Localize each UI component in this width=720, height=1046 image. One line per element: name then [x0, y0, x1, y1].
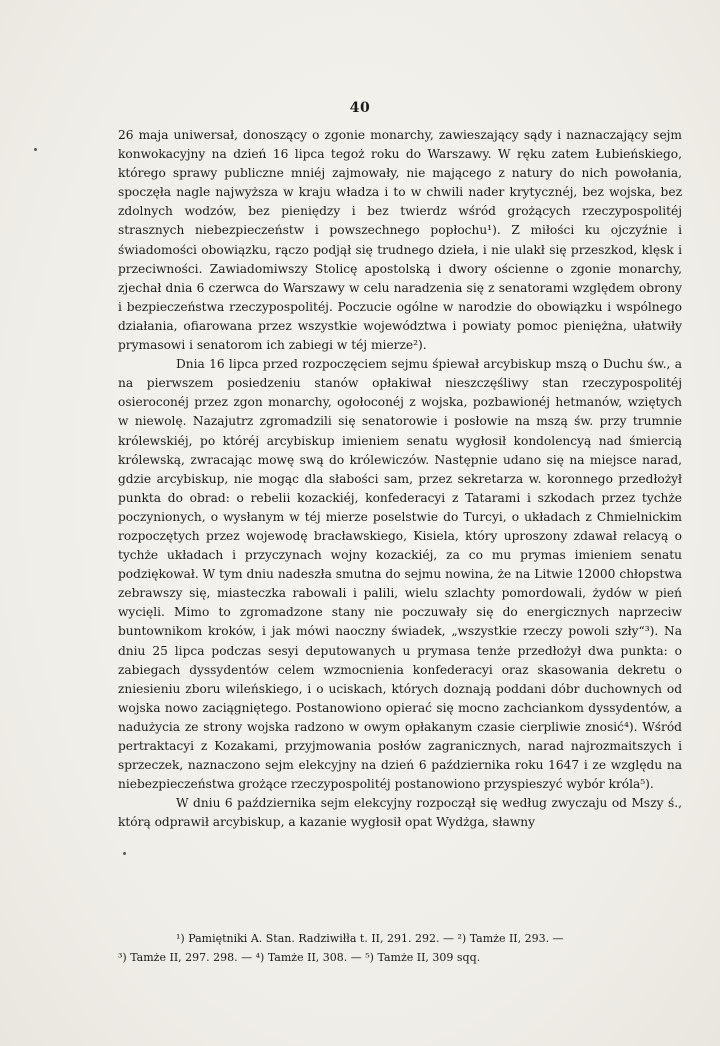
page-number: 40: [349, 100, 371, 116]
print-speck: [123, 852, 126, 855]
body-text: [118, 126, 682, 832]
footnote-line: ¹) Pamiętniki A. Stan. Radziwiłła t. II, 291. 292. — ²) Tamże II, 293. —: [176, 932, 564, 945]
print-speck: [34, 148, 37, 151]
paragraph: Dnia 16 lipca przed rozpoczęciem sejmu śpiewał arcybiskup mszą o Duchu św., a na pierwszem posiedzeniu stanów opłakiwał nieszczęśliwy stan rzeczypospolitéj osieroconéj przez zgon monarchy, ogołoconéj z wojska, pozbawionéj hetmanów, wziętych w niewolę. Nazajutrz zgromadzili się senatorowie i posłowie na mszą św. przy trumnie królewskiéj, po któréj arcybiskup imieniem senatu wygłosił kondolencyą nad śmiercią królewską, zwracając mowę swą do królewiczów. Następnie udano się na miejsce narad, gdzie arcybiskup, nie mogąc dla słabości sam, przez sekretarza w. koronnego przedłożył punkta do obrad: o rebelii kozackiéj, konfederacyi z Tatarami i szkodach przez tychże poczynionych, o wysłanym w téj mierze poselstwie do Turcyi, o układach z Chmielnickim rozpoczętych przez wojewodę bracławskiego, Kisiela, który uproszony zdawał relacyą o tychże układach i przyczynach wojny kozackiéj, za co mu prymas imieniem senatu podziękował. W tym dniu nadeszła smutna do sejmu nowina, że na Litwie 12000 chłopstwa zebrawszy się, miasteczka rabowali i palili, wielu szlachty pomordowali, żydów w pień wycięli. Mimo to zgromadzone stany nie poczuwały się do energicznych naprzeciw buntownikom kroków, i jak mówi naoczny świadek, „wszystkie rzeczy powoli szły“³). Na dniu 25 lipca podczas sesyi deputowanych u prymasa tenże przedłożył dwa punkta: o zabiegach dyssydentów celem wzmocnienia konfederacyi oraz skasowania dekretu o zniesieniu zboru wileńskiego, i o uciskach, których doznają poddani dóbr duchownych od wojska nowo zaciągniętego. Postanowiono opierać się mocno zachciankom dyssydentów, a nadużycia ze strony wojska radzono w owym opłakanym czasie cierpliwie znosić⁴). Wśród pertraktacyi z Kozakami, przyjmowania posłów zagranicznych, narad najrozmaitszych i sprzeczek, naznaczono sejm elekcyjny na dzień 6 października roku 1647 i ze względu na niebezpieczeństwa grożące rzeczypospolitéj postanowiono przyspieszyć wybór króla⁵).: [118, 357, 682, 792]
footnote-line: ³) Tamże II, 297. 298. — ⁴) Tamże II, 308. — ⁵) Tamże II, 309 sqq.: [118, 951, 481, 964]
paragraph: W dniu 6 października sejm elekcyjny rozpoczął się według zwyczaju od Mszy ś., którą odprawił arcybiskup, a kazanie wygłosił opat Wydżga, sławny: [118, 796, 682, 830]
paragraph: 26 maja uniwersał, donoszący o zgonie monarchy, zawieszający sądy i naznaczający sejm konwokacyjny na dzień 16 lipca tegoż roku do Warszawy. W ręku zatem Łubieńskiego, którego sprawy publiczne mniéj zajmowały, nie mającego z natury do nich powołania, spoczęła nagle najwyższa w kraju władza i to w chwili nader krytycznéj, bez wojska, bez zdolnych wodzów, bez pieniędzy i bez twierdz wśród grożących rzeczypospolitéj strasznych niebezpieczeństw i powszechnego popłochu¹). Z miłości ku ojczyźnie i świadomości obowiązku, rączo podjął się trudnego dzieła, i nie ulakł się przeszkod, klęsk i przeciwności. Zawiadomiwszy Stolicę apostolską i dwory ościenne o zgonie monarchy, zjechał dnia 6 czerwca do Warszawy w celu naradzenia się z senatorami względem obrony i bezpieczeństwa rzeczypospolitéj. Poczucie ogólne w narodzie do obowiązku i wspólnego działania, ofiarowana przez wszystkie województwa i powiaty pomoc pieniężna, ułatwiły prymasowi i senatorom ich zabiegi w téj mierze²).: [118, 128, 682, 353]
footnotes: [118, 929, 682, 967]
